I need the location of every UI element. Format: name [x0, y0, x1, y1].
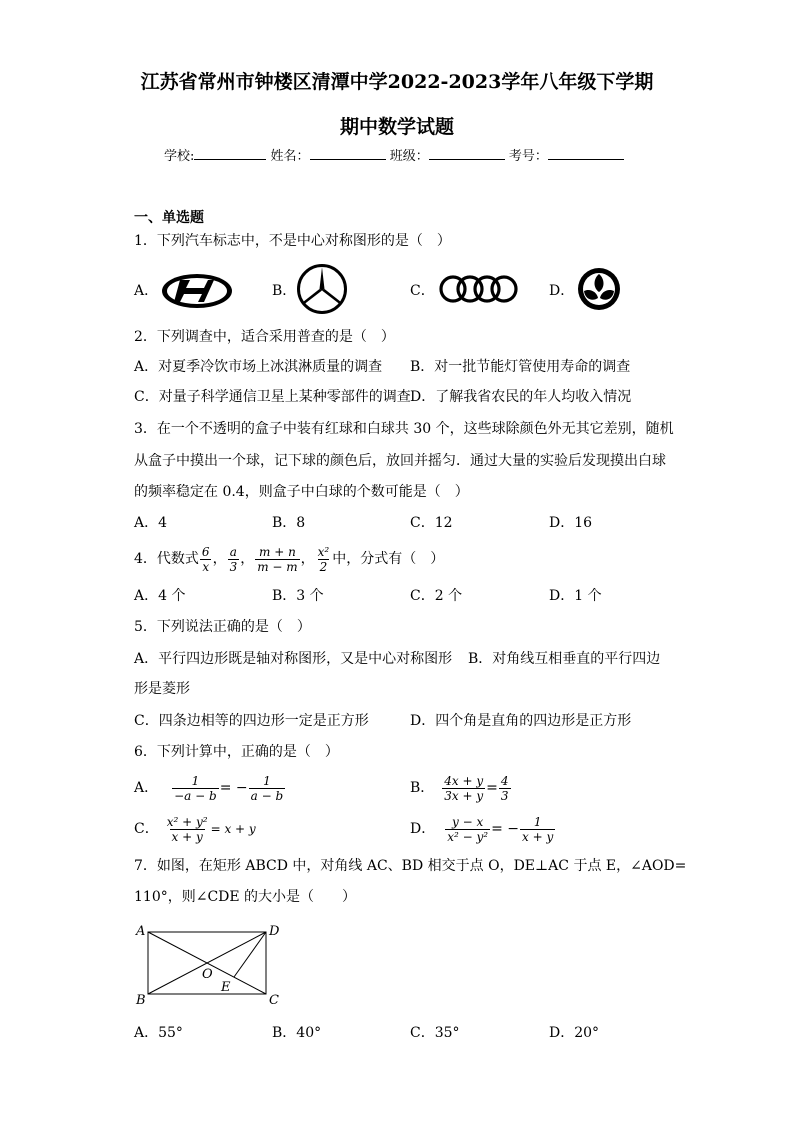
q5-option-c: C．四条边相等的四边形一定是正方形 [134, 713, 369, 729]
denominator: 2 [319, 559, 328, 574]
title-line-1: 江苏省常州市钟楼区清潭中学2022-2023学年八年级下学期 [140, 71, 654, 93]
option-label: B． [410, 780, 435, 796]
rectangle-diagram [130, 920, 290, 1010]
q2-option-b: B．对一批节能灯管使用寿命的调查 [410, 359, 631, 375]
denominator: −a − b [174, 788, 217, 803]
mercedes-logo-icon [296, 263, 348, 315]
school-label: 学校: [164, 149, 195, 164]
q3-option-a: A．4 [134, 515, 168, 531]
q7-option-d: D．20° [549, 1025, 600, 1041]
name-field[interactable] [310, 147, 386, 160]
q6-d-left-fraction [445, 815, 490, 844]
denominator: m − m [257, 559, 298, 574]
q3-option-c: C．12 [410, 515, 453, 531]
separator: ， [300, 551, 315, 567]
q5-stem: 5．下列说法正确的是（ ） [134, 619, 311, 635]
q4-fraction-1 [200, 545, 212, 574]
q4-option-a: A．4 个 [134, 588, 186, 604]
audi-logo-icon [438, 274, 520, 304]
q6-option-d [410, 812, 556, 846]
denominator: a − b [250, 788, 284, 803]
denominator: x + y [171, 829, 203, 844]
q1-option-c: C． [410, 283, 435, 299]
q5-option-b-line-2: 形是菱形 [134, 681, 190, 697]
q7-stem-line-2: 110°，则∠CDE 的大小是（ ） [134, 889, 357, 905]
school-field[interactable] [194, 147, 266, 160]
q6-b-left-fraction [442, 774, 485, 803]
q1-option-b: B． [272, 283, 297, 299]
q7-option-a: A．55° [134, 1025, 183, 1041]
segment-de [234, 932, 266, 977]
separator: ， [212, 551, 227, 567]
q2-option-d: D．了解我省农民的年人均收入情况 [410, 389, 632, 405]
class-field[interactable] [429, 147, 505, 160]
q4-prefix: 4．代数式 [134, 551, 199, 567]
label-c: C [269, 993, 279, 1008]
q3-stem-line-1: 3．在一个不透明的盒子中装有红球和白球共 30 个，这些球除颜色外无其它差别，随机 [134, 421, 674, 437]
denominator: x + y [522, 829, 554, 844]
q2-stem: 2．下列调查中，适合采用普查的是（ ） [134, 329, 395, 345]
label-e: E [221, 980, 231, 995]
q4-stem [134, 542, 444, 576]
denominator: x² − y² [447, 829, 489, 844]
student-info-row [164, 145, 624, 164]
q7-option-c: C．35° [410, 1025, 460, 1041]
q4-suffix: 中，分式有（ ） [332, 551, 445, 567]
q3-stem-line-3: 的频率稳定在 0.4，则盒子中白球的个数可能是（ ） [134, 484, 469, 500]
numerator: a [229, 544, 237, 559]
q7-stem-line-1: 7．如图，在矩形 ABCD 中，对角线 AC、BD 相交于点 O，DE⊥AC 于点 E，∠AOD= [134, 858, 687, 874]
q6-d-right-fraction [520, 815, 555, 844]
q3-option-b: B．8 [272, 515, 306, 531]
q5-option-a: A．平行四边形既是轴对称图形，又是中心对称图形 [134, 651, 453, 667]
separator: ， [240, 551, 255, 567]
option-label: A． [134, 780, 159, 796]
q4-fraction-2 [228, 545, 240, 574]
label-a: A [136, 924, 146, 939]
hyundai-logo-icon [160, 272, 234, 310]
q2-option-a: A．对夏季冷饮市场上冰淇淋质量的调查 [134, 359, 383, 375]
q6-stem: 6．下列计算中，正确的是（ ） [134, 744, 339, 760]
label-d: D [269, 924, 280, 939]
numerator: x² [317, 544, 330, 559]
label-b: B [136, 993, 146, 1008]
numerator: 4x + y [444, 773, 484, 788]
denominator: 3 [500, 788, 509, 803]
equals-rhs: = x + y [210, 822, 256, 836]
q1-option-d: D． [549, 283, 575, 299]
q7-option-b: B．40° [272, 1025, 322, 1041]
equals: = − [491, 821, 520, 837]
equals: = [486, 780, 498, 796]
q4-fraction-3 [255, 545, 299, 574]
option-label: C． [134, 821, 159, 837]
numerator: 1 [533, 814, 542, 829]
denominator: 3x + y [444, 788, 484, 803]
q6-option-b [410, 771, 512, 805]
q5-option-d: D．四个角是直角的四边形是正方形 [410, 713, 632, 729]
exam-no-label: 考号： [508, 149, 548, 164]
q1-option-a: A． [134, 283, 159, 299]
denominator: 3 [229, 559, 238, 574]
name-label: 姓名： [270, 149, 310, 164]
q4-option-d: D．1 个 [549, 588, 602, 604]
q6-option-a [134, 771, 286, 805]
q1-stem: 1．下列汽车标志中，不是中心对称图形的是（ ） [134, 233, 451, 249]
q6-b-right-fraction [499, 774, 511, 803]
q6-a-right-fraction [249, 774, 286, 803]
option-label: D． [410, 821, 436, 837]
exam-no-field[interactable] [548, 147, 624, 160]
numerator: 4 [500, 773, 509, 788]
equals: = − [219, 780, 248, 796]
q2-option-c: C．对量子科学通信卫星上某种零部件的调查 [134, 389, 411, 405]
label-o: O [202, 967, 213, 982]
numerator: m + n [259, 544, 296, 559]
dongfeng-logo-icon [574, 266, 624, 312]
numerator: 6 [201, 544, 210, 559]
numerator: 1 [263, 773, 271, 788]
section-heading: 一、单选题 [134, 210, 204, 226]
q3-stem-line-2: 从盒子中摸出一个球，记下球的颜色后，放回并摇匀．通过大量的实验后发现摸出白球 [134, 453, 666, 469]
denominator: x [202, 559, 210, 574]
q4-option-b: B．3 个 [272, 588, 324, 604]
class-label: 班级： [389, 149, 429, 164]
q6-option-c [134, 812, 256, 846]
q3-option-d: D．16 [549, 515, 593, 531]
q6-a-left-fraction [172, 774, 219, 803]
q4-fraction-4 [316, 545, 332, 574]
title-line-2: 期中数学试题 [339, 116, 454, 138]
numerator: y − x [452, 814, 484, 829]
q4-option-c: C．2 个 [410, 588, 463, 604]
q6-c-left-fraction [165, 815, 210, 844]
numerator: 1 [191, 773, 200, 788]
numerator: x² + y² [166, 814, 208, 829]
q5-option-b-line-1: B．对角线互相垂直的平行四边 [468, 651, 661, 667]
